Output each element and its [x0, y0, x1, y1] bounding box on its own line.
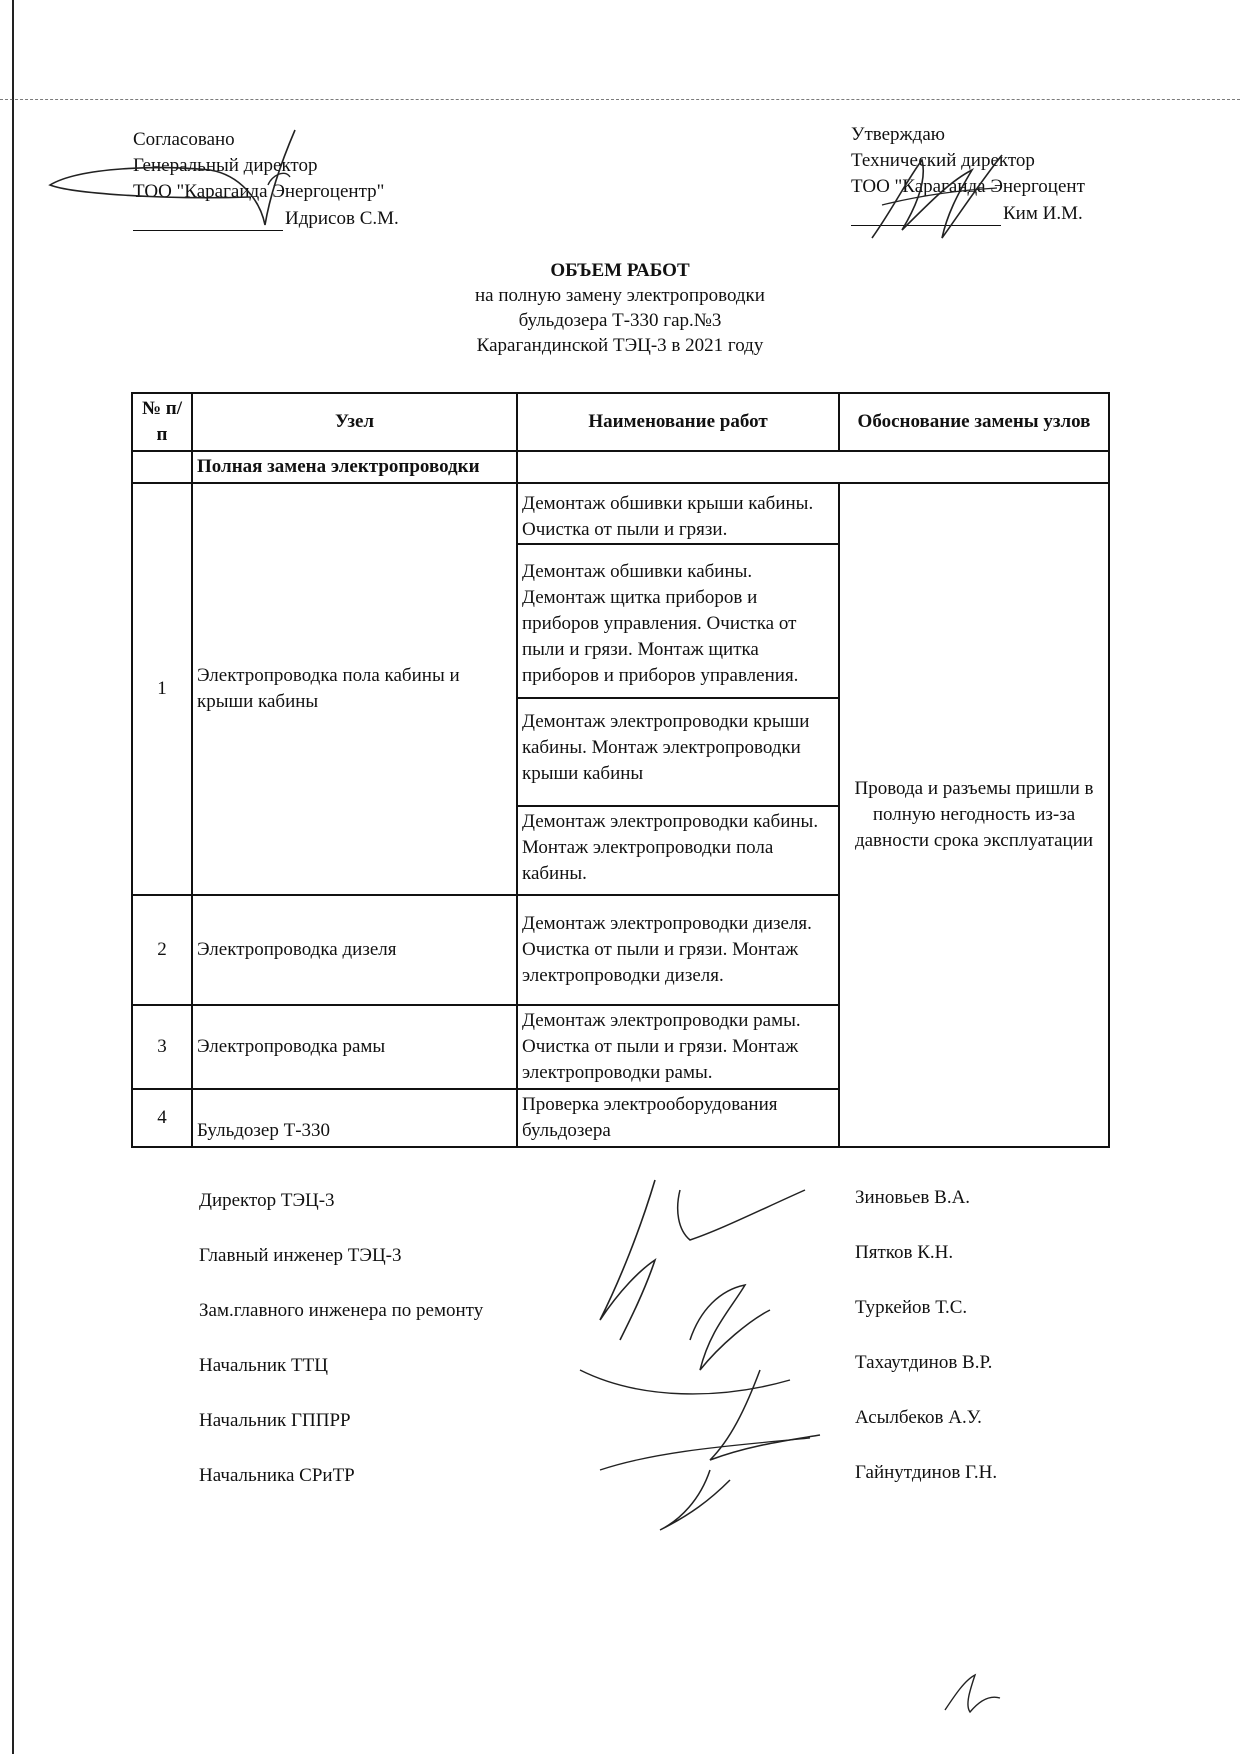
- signatory-position: Начальник ГППРР: [199, 1410, 351, 1431]
- work-item: Демонтаж электропроводки рамы. Очистка от пыли и грязи. Монтаж электропроводки рамы.: [522, 1010, 801, 1083]
- row-num: 3: [132, 1005, 192, 1089]
- title-main: ОБЪЕМ РАБОТ: [550, 260, 690, 281]
- handwritten-signature: [862, 150, 1012, 245]
- row-node: Электропроводка дизеля: [192, 895, 517, 1005]
- approval-left-position: Генеральный директор: [133, 155, 318, 176]
- signatory-name: Туркейов Т.С.: [855, 1297, 968, 1318]
- handwritten-signature: [40, 125, 370, 235]
- row-node: Электропроводка рамы: [192, 1005, 517, 1089]
- signatory-name: Гайнутдинов Г.Н.: [855, 1462, 998, 1483]
- signatory-position: Начальника СРиТР: [199, 1465, 355, 1486]
- work-item: Демонтаж обшивки крыши кабины. Очистка от пыли и грязи.: [518, 489, 838, 545]
- work-item: Демонтаж электропроводки крыши кабины. Монтаж электропроводки крыши кабины: [518, 699, 838, 807]
- signatory-name: Асылбеков А.У.: [855, 1407, 982, 1428]
- row-node: Электропроводка пола кабины и крыши кабины: [192, 483, 517, 895]
- approval-left-label: Согласовано: [133, 129, 235, 150]
- approval-right-org: ТОО "Караганда Энергоцент: [851, 176, 1085, 197]
- scan-rule: [0, 99, 1240, 100]
- signatory-position: Начальник ТТЦ: [199, 1355, 328, 1376]
- row-num: 2: [132, 895, 192, 1005]
- row-reason: Провода и разъемы пришли в полную негодность из-за давности срока эксплуатации: [839, 483, 1109, 1147]
- work-item: Демонтаж обшивки кабины. Демонтаж щитка приборов и приборов управления. Очистка от пыли и грязи. Монтаж щитка приборов и приборов управления.: [518, 545, 838, 699]
- approval-right-label: Утверждаю: [851, 124, 945, 145]
- works-table: [131, 392, 1110, 1148]
- title-sub: на полную замену электропроводки: [475, 285, 765, 306]
- approval-right-name: Ким И.М.: [1003, 203, 1083, 224]
- row-node: Бульдозер Т-330: [192, 1089, 517, 1147]
- signatory-position: Директор ТЭЦ-3: [199, 1190, 335, 1211]
- approval-left-org: ТОО "Карагаида Энергоцентр": [133, 181, 385, 202]
- header-work: Наименование работ: [517, 393, 839, 451]
- signatory-name: Тахаутдинов В.Р.: [855, 1352, 993, 1373]
- row-works: [517, 1089, 839, 1147]
- row-num: 1: [132, 483, 192, 895]
- header-num: № п/п: [132, 393, 192, 451]
- signatory-position: Главный инженер ТЭЦ-3: [199, 1245, 402, 1266]
- table-group-row: [132, 451, 1109, 483]
- approval-left-name: Идрисов С.М.: [285, 208, 399, 229]
- table-row: [132, 483, 1109, 895]
- group-empty-cell: [517, 451, 1109, 483]
- header-reason: Обоснование замены узлов: [839, 393, 1109, 451]
- work-item: Демонтаж электропроводки кабины. Монтаж электропроводки пола кабины.: [522, 811, 819, 884]
- signatory-name: Зиновьев В.А.: [855, 1187, 971, 1208]
- row-works: [517, 483, 839, 895]
- group-title: Полная замена электропроводки: [192, 451, 517, 483]
- table-header-row: [132, 393, 1109, 451]
- signatory-position: Зам.главного инженера по ремонту: [199, 1300, 484, 1321]
- work-item: Демонтаж электропроводки дизеля. Очистка от пыли и грязи. Монтаж электропроводки дизеля.: [522, 913, 812, 986]
- work-item: Проверка электрооборудования бульдозера: [522, 1094, 778, 1141]
- signatory-name: Пятков К.Н.: [855, 1242, 954, 1263]
- document-title: [0, 258, 1240, 358]
- header-node: Узел: [192, 393, 517, 451]
- approval-right-position: Технический директор: [851, 150, 1035, 171]
- title-sub: бульдозера Т-330 гар.№3: [518, 310, 722, 331]
- row-works: [517, 895, 839, 1005]
- row-works: [517, 1005, 839, 1089]
- group-empty-cell: [132, 451, 192, 483]
- title-sub: Карагандинской ТЭЦ-3 в 2021 году: [476, 335, 764, 356]
- handwritten-signature: [560, 1170, 860, 1540]
- handwritten-initials: [940, 1670, 1010, 1720]
- row-num: 4: [132, 1089, 192, 1147]
